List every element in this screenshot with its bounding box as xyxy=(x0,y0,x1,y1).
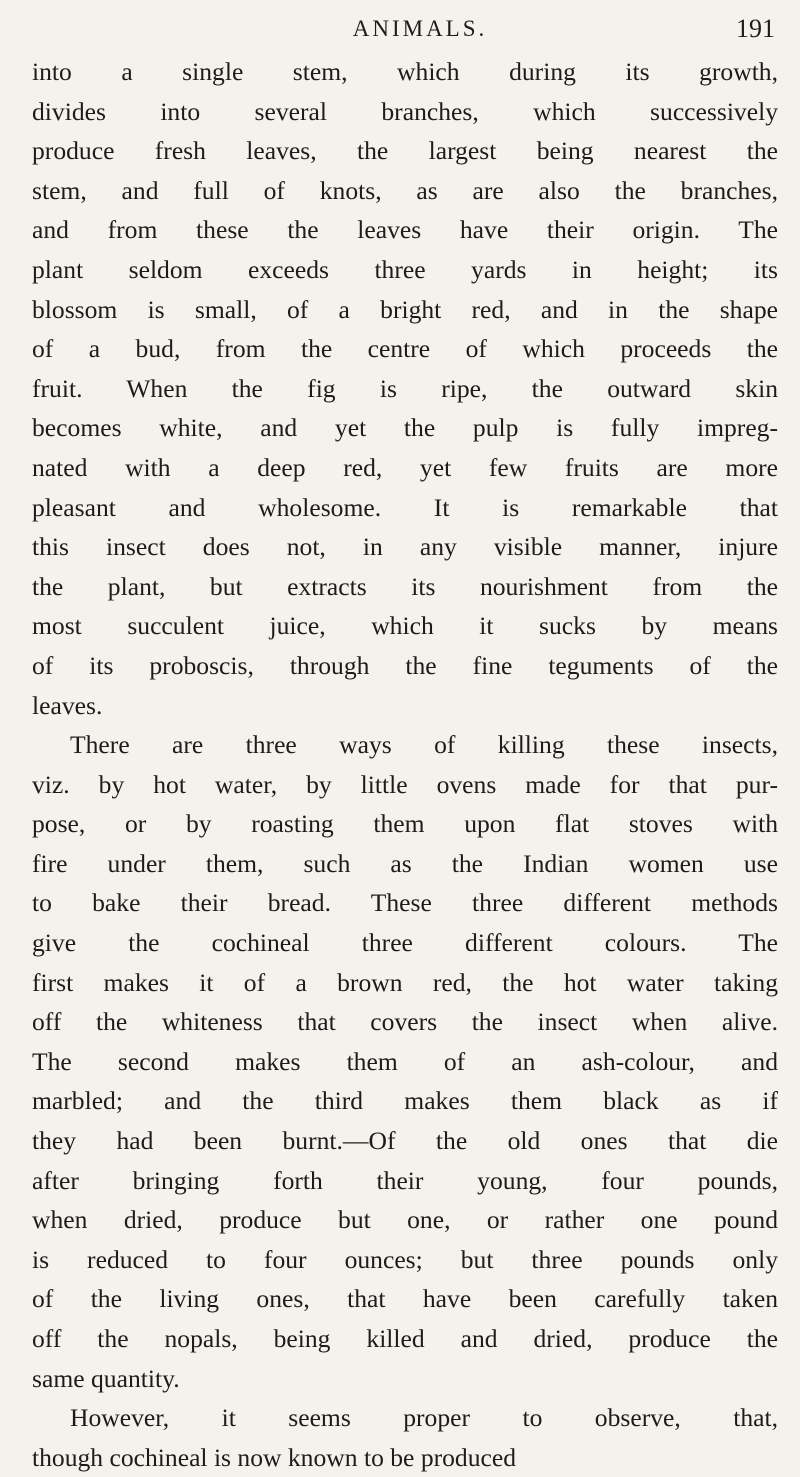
text-line: after bringing forth their young, four pounds, xyxy=(32,1165,778,1195)
text-line: produce fresh leaves, the largest being nearest the xyxy=(32,136,778,166)
text-line: though cochineal is now known to be produced xyxy=(32,1442,517,1472)
paragraph xyxy=(32,1398,778,1477)
text-line: fire under them, such as the Indian women use xyxy=(32,848,778,878)
text-line: of the living ones, that have been carefully taken xyxy=(32,1284,778,1314)
text-line: the plant, but extracts its nourishment from the xyxy=(32,571,778,601)
text-line: divides into several branches, which successively xyxy=(32,96,778,126)
text-line: pose, or by roasting them upon flat stoves with xyxy=(32,809,778,839)
text-line: viz. by hot water, by little ovens made for that pur- xyxy=(32,769,778,799)
text-line: leaves. xyxy=(32,690,103,720)
text-line: marbled; and the third makes them black as if xyxy=(32,1086,778,1116)
text-line: give the cochineal three different colours. The xyxy=(32,928,778,958)
text-line: However, it seems proper to observe, that, xyxy=(70,1403,778,1433)
text-line: The second makes them of an ash-colour, and xyxy=(32,1046,778,1076)
text-line: fruit. When the fig is ripe, the outward skin xyxy=(32,373,778,403)
text-line: pleasant and wholesome. It is remarkable that xyxy=(32,492,778,522)
text-line: of a bud, from the centre of which proceeds the xyxy=(32,334,778,364)
text-line: stem, and full of knots, as are also the branches, xyxy=(32,175,778,205)
paragraph xyxy=(32,725,778,1398)
text-line: plant seldom exceeds three yards in height; its xyxy=(32,254,778,284)
text-line: they had been burnt.—Of the old ones that die xyxy=(32,1126,778,1156)
text-line: and from these the leaves have their origin. The xyxy=(32,215,778,245)
text-line: off the nopals, being killed and dried, produce the xyxy=(32,1324,778,1353)
running-title: ANIMALS. xyxy=(352,16,488,41)
text-line: is reduced to four ounces; but three pounds only xyxy=(32,1244,778,1274)
paragraph xyxy=(32,52,778,725)
text-line: There are three ways of killing these insects, xyxy=(70,730,778,760)
text-line: into a single stem, which during its growth, xyxy=(32,57,778,86)
text-line: nated with a deep red, yet few fruits are more xyxy=(32,452,778,482)
text-line: to bake their bread. These three different methods xyxy=(32,888,778,918)
text-line: becomes white, and yet the pulp is fully impreg- xyxy=(32,413,778,443)
text-line: first makes it of a brown red, the hot water taking xyxy=(32,967,778,997)
running-head xyxy=(0,10,800,50)
text-line: most succulent juice, which it sucks by means xyxy=(32,611,778,641)
text-body xyxy=(32,52,778,1477)
text-line: off the whiteness that covers the insect when alive. xyxy=(32,1007,778,1037)
text-line: this insect does not, in any visible manner, injure xyxy=(32,532,778,562)
text-line: blossom is small, of a bright red, and in the shape xyxy=(32,294,778,324)
text-line: same quantity. xyxy=(32,1363,180,1393)
text-line: when dried, produce but one, or rather one pound xyxy=(32,1205,778,1235)
text-line: of its proboscis, through the fine teguments of the xyxy=(32,650,778,680)
page-number: 191 xyxy=(736,14,775,43)
